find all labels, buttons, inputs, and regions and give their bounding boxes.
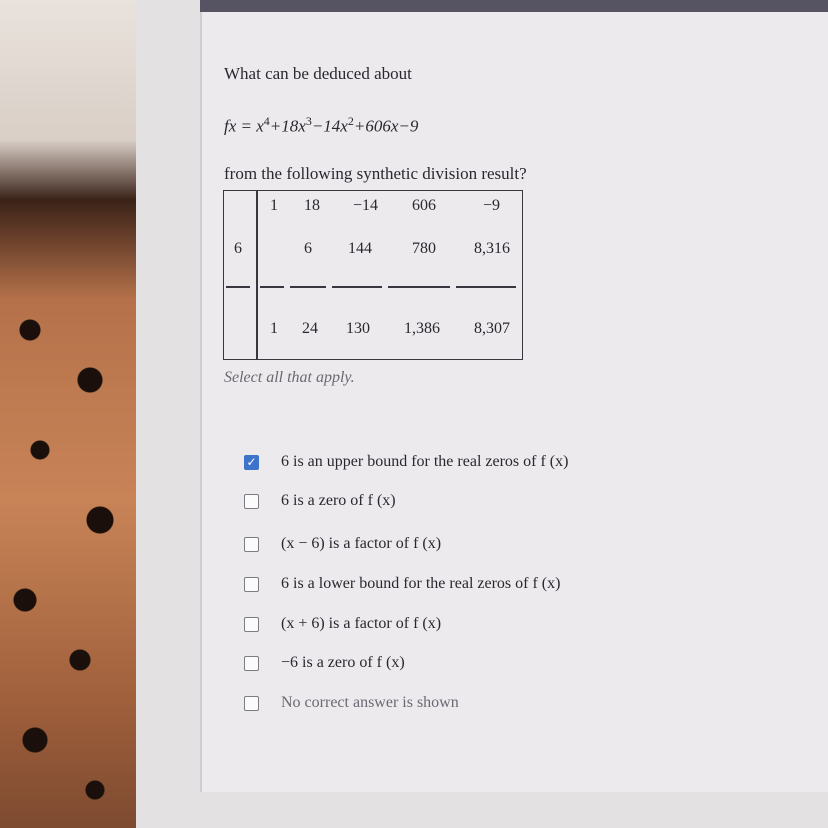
formula-exp-1: 4: [263, 114, 270, 128]
formula-term-3: −14x: [311, 116, 348, 136]
row2-cell: 144: [348, 240, 372, 257]
result-cell: 1: [270, 320, 278, 337]
checkbox[interactable]: [244, 656, 259, 671]
option-label: 6 is a zero of f (x): [281, 492, 396, 509]
row2-cell: 6: [304, 240, 312, 257]
divider-line: [456, 286, 516, 288]
row1-cell: 18: [304, 197, 320, 214]
result-cell: 1,386: [404, 320, 440, 337]
divisor-separator: [256, 191, 258, 359]
select-all-hint: Select all that apply.: [224, 369, 355, 386]
question-intro: What can be deduced about: [224, 64, 412, 83]
divider-line: [226, 286, 250, 288]
formula-term-1: x: [256, 116, 264, 136]
checkbox[interactable]: [244, 696, 259, 711]
checkbox[interactable]: [244, 537, 259, 552]
answer-option-factor-minus[interactable]: [244, 533, 441, 555]
formula-exp-2: 3: [305, 114, 312, 128]
answer-option-none[interactable]: [244, 692, 459, 714]
row2-cell: 8,316: [474, 240, 510, 257]
answer-option-lower-bound[interactable]: [244, 573, 560, 595]
divider-line: [332, 286, 382, 288]
option-label: 6 is an upper bound for the real zeros of f (x): [281, 453, 569, 470]
divider-line: [290, 286, 326, 288]
option-label: (x − 6) is a factor of f (x): [281, 535, 442, 552]
background-fabric: [0, 0, 140, 828]
row1-cell: −9: [482, 197, 500, 214]
answer-option-zero[interactable]: [244, 490, 396, 512]
synthetic-division-table: [223, 190, 523, 360]
result-cell: 130: [346, 320, 370, 337]
result-cell: 8,307: [474, 320, 510, 337]
checkbox-checked[interactable]: ✓: [244, 455, 259, 470]
divisor-value: 6: [234, 240, 242, 257]
option-label: No correct answer is shown: [281, 694, 459, 711]
divider-line: [260, 286, 284, 288]
option-label: 6 is a lower bound for the real zeros of f (x): [281, 575, 561, 592]
top-bar: [200, 0, 828, 12]
answer-option-negative-zero[interactable]: [244, 652, 405, 674]
answer-option-factor-plus[interactable]: [244, 613, 441, 635]
checkbox[interactable]: [244, 577, 259, 592]
checkbox[interactable]: [244, 494, 259, 509]
divider-line: [388, 286, 450, 288]
formula-term-2: +18x: [269, 116, 306, 136]
polynomial-formula: [224, 114, 418, 137]
result-cell: 24: [302, 320, 318, 337]
checkbox[interactable]: [244, 617, 259, 632]
row1-cell: 606: [412, 197, 436, 214]
option-label: (x + 6) is a factor of f (x): [281, 615, 442, 632]
row2-cell: 780: [412, 240, 436, 257]
formula-lhs: fx =: [224, 116, 257, 136]
row1-cell: −14: [352, 197, 378, 214]
row1-cell: 1: [270, 197, 278, 214]
answer-option-upper-bound[interactable]: [244, 451, 568, 473]
formula-exp-3: 2: [347, 114, 354, 128]
question-from-text: from the following synthetic division result?: [224, 164, 527, 183]
formula-term-4: +606x−9: [353, 116, 419, 136]
option-label: −6 is a zero of f (x): [281, 654, 405, 671]
